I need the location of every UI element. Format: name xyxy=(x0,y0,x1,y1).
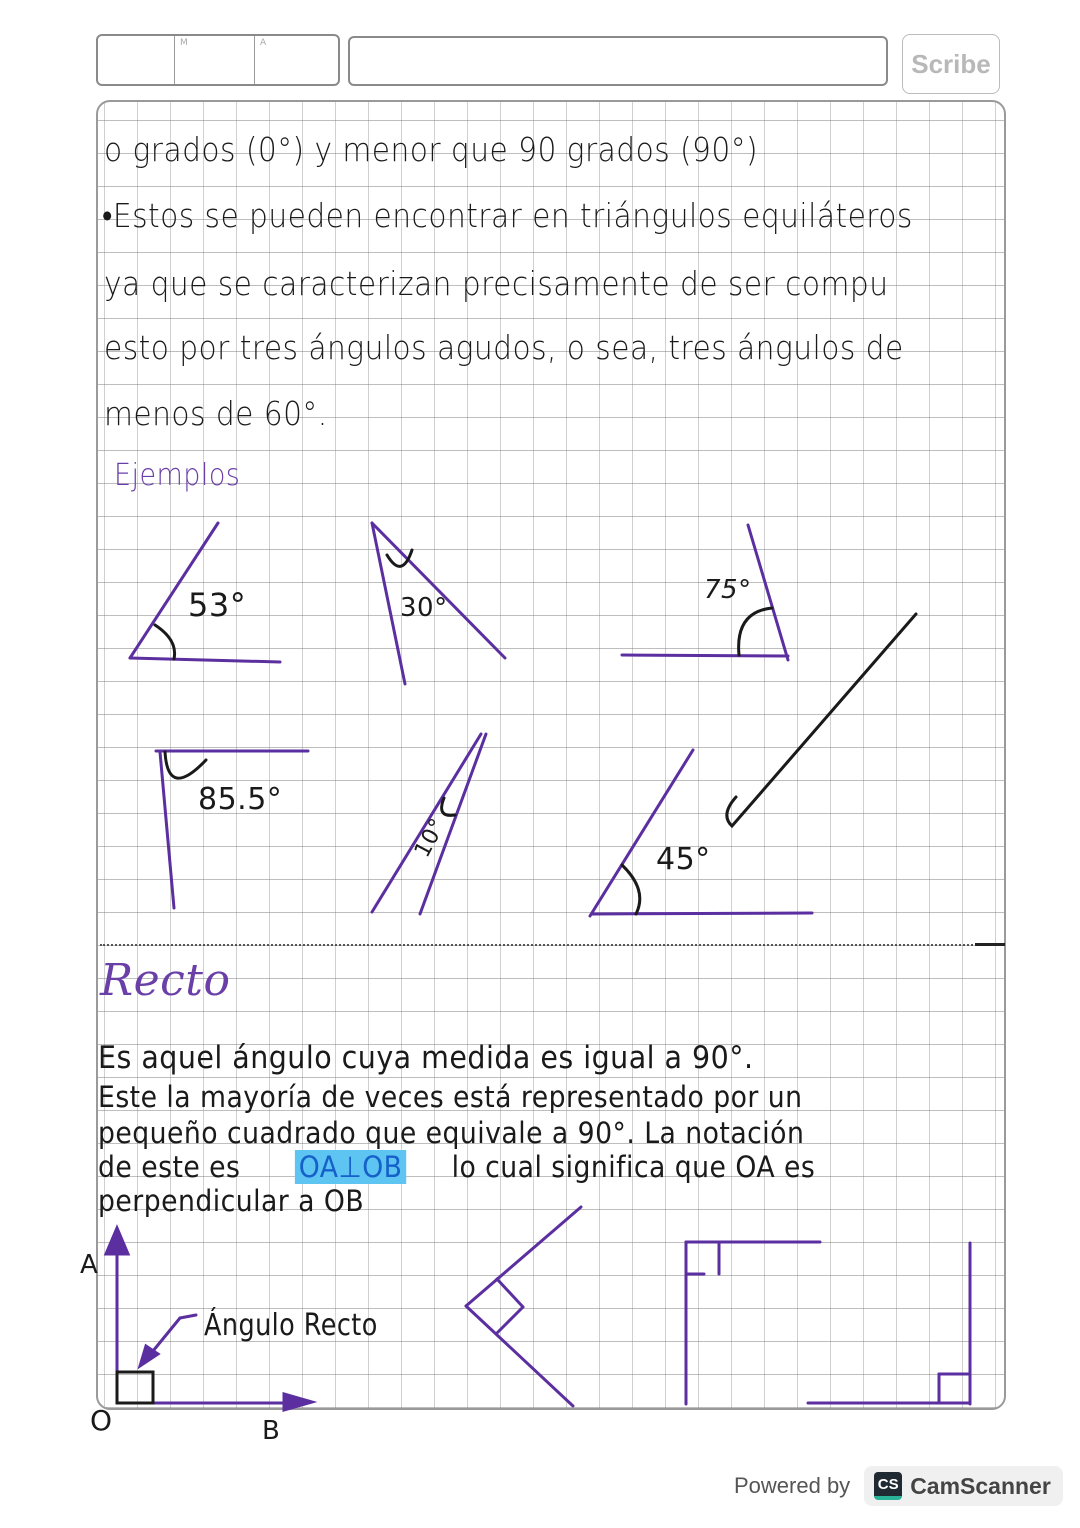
angle-label: 30° xyxy=(400,593,448,623)
camscanner-logo-icon: CS xyxy=(874,1472,902,1500)
recto-line: Es aquel ángulo cuya medida es igual a 90°. xyxy=(98,1040,754,1076)
angle-label: 45° xyxy=(656,842,711,877)
point-label-a: A xyxy=(80,1250,99,1280)
note-line: o grados (0°) y menor que 90 grados (90°) xyxy=(104,130,759,169)
recto-line-start: de este es xyxy=(98,1150,241,1184)
camscanner-badge xyxy=(864,1466,1063,1506)
right-angle-callout: Ángulo Recto xyxy=(204,1308,378,1343)
examples-heading: Ejemplos xyxy=(114,458,241,493)
divider-dash xyxy=(975,943,1005,946)
recto-line: perpendicular a OB xyxy=(98,1184,365,1218)
recto-line xyxy=(98,1150,815,1184)
section-title: Recto xyxy=(100,955,231,1006)
note-line: ya que se caracterizan precisamente de ser compu xyxy=(104,264,889,303)
recto-line: pequeño cuadrado que equivale a 90°. La notación xyxy=(98,1116,805,1150)
note-line: •Estos se pueden encontrar en triángulos equiláteros xyxy=(102,196,913,235)
angle-label: 10° xyxy=(410,814,452,862)
camscanner-footer xyxy=(734,1466,1063,1506)
camscanner-name: CamScanner xyxy=(910,1472,1051,1499)
point-label-b: B xyxy=(262,1416,281,1446)
header-mark: A xyxy=(260,38,267,48)
note-line: esto por tres ángulos agudos, o sea, tres ángulos de xyxy=(104,328,904,367)
point-label-o: O xyxy=(90,1404,113,1437)
angle-label: 85.5° xyxy=(198,782,283,817)
header-mark: M xyxy=(180,38,188,48)
notation-highlight: OA⊥OB xyxy=(295,1150,406,1184)
angle-label: 53° xyxy=(188,586,247,624)
powered-by-text: Powered by xyxy=(734,1473,851,1498)
angle-label: 75° xyxy=(704,575,752,605)
note-line: menos de 60°. xyxy=(104,394,328,433)
recto-line: Este la mayoría de veces está representado por un xyxy=(98,1080,803,1114)
notation-explanation: lo cual significa que OA es xyxy=(451,1150,816,1184)
section-divider xyxy=(100,944,1000,946)
scribe-logo: Scribe xyxy=(902,34,1000,94)
